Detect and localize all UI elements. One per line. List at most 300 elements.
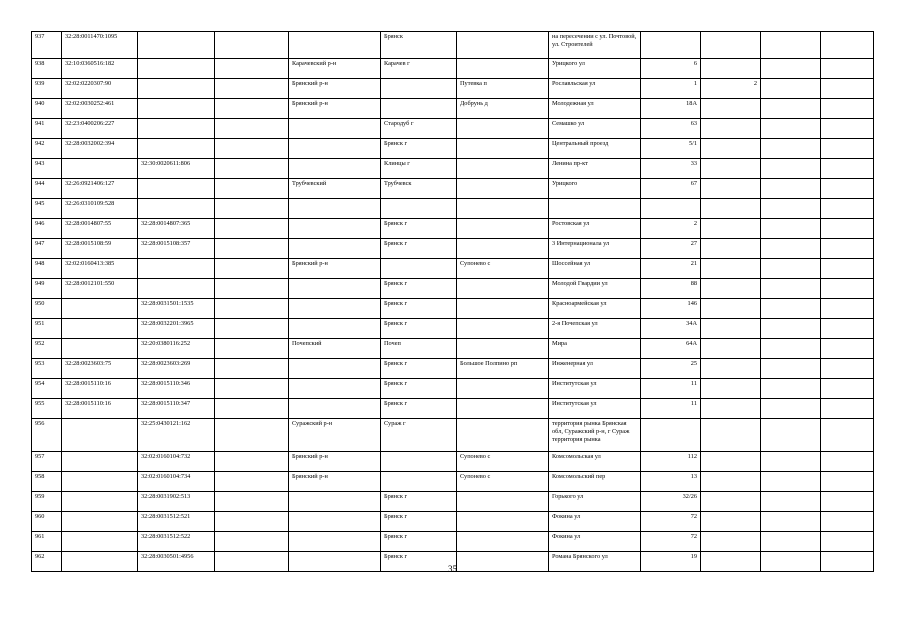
cadastral-number-cell: 32:10:0360516:182 <box>62 59 138 79</box>
settlement-cell <box>457 59 549 79</box>
settlement-cell: Супонево с <box>457 472 549 492</box>
city-cell: Брянск г <box>381 399 457 419</box>
city-cell: Брянск г <box>381 139 457 159</box>
cadastral-number-2-cell: 32:25:0430121:162 <box>138 419 215 452</box>
extra-cell <box>215 199 289 219</box>
extra-cell <box>215 139 289 159</box>
cadastral-number-2-cell <box>138 179 215 199</box>
row-number-cell: 937 <box>32 32 62 59</box>
settlement-cell <box>457 219 549 239</box>
cadastral-number-2-cell: 32:02:0160104:734 <box>138 472 215 492</box>
house-cell <box>641 199 701 219</box>
extra-cell-2 <box>701 512 761 532</box>
house-cell: 72 <box>641 512 701 532</box>
street-cell: Комсомольская ул <box>549 452 641 472</box>
extra-cell <box>215 59 289 79</box>
extra-cell-3 <box>761 472 821 492</box>
extra-cell-2 <box>701 139 761 159</box>
row-number-cell: 946 <box>32 219 62 239</box>
cadastral-number-cell: 32:28:0015108:59 <box>62 239 138 259</box>
extra-cell-2 <box>701 492 761 512</box>
settlement-cell <box>457 532 549 552</box>
extra-cell-3 <box>761 492 821 512</box>
registry-table <box>31 31 874 572</box>
house-cell: 32/26 <box>641 492 701 512</box>
extra-cell <box>215 219 289 239</box>
cadastral-number-cell: 32:28:0023603:75 <box>62 359 138 379</box>
house-cell: 11 <box>641 379 701 399</box>
row-number-cell: 945 <box>32 199 62 219</box>
row-number-cell: 938 <box>32 59 62 79</box>
row-number-cell: 956 <box>32 419 62 452</box>
cadastral-number-2-cell: 32:28:0030501:4956 <box>138 552 215 572</box>
registry-table-body <box>32 32 874 572</box>
city-cell: Брянск г <box>381 552 457 572</box>
settlement-cell <box>457 319 549 339</box>
city-cell: Карачев г <box>381 59 457 79</box>
extra-cell-4 <box>821 399 874 419</box>
house-cell: 21 <box>641 259 701 279</box>
row-number-cell: 958 <box>32 472 62 492</box>
cadastral-number-cell <box>62 472 138 492</box>
table-row <box>32 79 874 99</box>
street-cell: Фокина ул <box>549 532 641 552</box>
cadastral-number-cell <box>62 492 138 512</box>
district-cell: Брянский р-н <box>289 79 381 99</box>
settlement-cell: Большое Полпино рп <box>457 359 549 379</box>
district-cell: Брянский р-н <box>289 472 381 492</box>
cadastral-number-cell: 32:28:0032002:394 <box>62 139 138 159</box>
row-number-cell: 951 <box>32 319 62 339</box>
extra-cell-4 <box>821 472 874 492</box>
extra-cell-2 <box>701 159 761 179</box>
settlement-cell <box>457 419 549 452</box>
row-number-cell: 940 <box>32 99 62 119</box>
row-number-cell: 949 <box>32 279 62 299</box>
house-cell: 11 <box>641 399 701 419</box>
house-cell <box>641 32 701 59</box>
cadastral-number-cell <box>62 339 138 359</box>
city-cell: Брянск г <box>381 359 457 379</box>
extra-cell <box>215 159 289 179</box>
extra-cell-2 <box>701 199 761 219</box>
cadastral-number-2-cell: 32:28:0014807:365 <box>138 219 215 239</box>
extra-cell <box>215 532 289 552</box>
settlement-cell <box>457 512 549 532</box>
extra-cell-3 <box>761 299 821 319</box>
settlement-cell: Добрунь д <box>457 99 549 119</box>
extra-cell-2 <box>701 239 761 259</box>
street-cell: Рославльская ул <box>549 79 641 99</box>
house-cell: 63 <box>641 119 701 139</box>
extra-cell <box>215 512 289 532</box>
settlement-cell <box>457 279 549 299</box>
cadastral-number-2-cell: 32:28:0032201:3965 <box>138 319 215 339</box>
table-row <box>32 279 874 299</box>
city-cell: Брянск г <box>381 219 457 239</box>
district-cell <box>289 299 381 319</box>
extra-cell-2 <box>701 419 761 452</box>
table-row <box>32 99 874 119</box>
city-cell: Стародуб г <box>381 119 457 139</box>
row-number-cell: 948 <box>32 259 62 279</box>
house-cell: 34А <box>641 319 701 339</box>
extra-cell-3 <box>761 199 821 219</box>
table-row <box>32 259 874 279</box>
extra-cell-3 <box>761 239 821 259</box>
extra-cell-4 <box>821 419 874 452</box>
row-number-cell: 952 <box>32 339 62 359</box>
district-cell: Трубчевский <box>289 179 381 199</box>
extra-cell-4 <box>821 199 874 219</box>
city-cell: Сураж г <box>381 419 457 452</box>
city-cell: Брянск г <box>381 492 457 512</box>
extra-cell-2 <box>701 379 761 399</box>
row-number-cell: 961 <box>32 532 62 552</box>
extra-cell-2 <box>701 32 761 59</box>
district-cell <box>289 279 381 299</box>
cadastral-number-2-cell: 32:28:0023603:269 <box>138 359 215 379</box>
extra-cell-3 <box>761 59 821 79</box>
district-cell: Карачевский р-н <box>289 59 381 79</box>
city-cell: Брянск г <box>381 299 457 319</box>
street-cell: Романа Брянского ул <box>549 552 641 572</box>
extra-cell-3 <box>761 139 821 159</box>
extra-cell-3 <box>761 339 821 359</box>
district-cell <box>289 139 381 159</box>
settlement-cell <box>457 119 549 139</box>
extra-cell-3 <box>761 219 821 239</box>
cadastral-number-2-cell: 32:28:0015110:346 <box>138 379 215 399</box>
house-cell: 64А <box>641 339 701 359</box>
extra-cell-4 <box>821 139 874 159</box>
settlement-cell <box>457 159 549 179</box>
row-number-cell: 960 <box>32 512 62 532</box>
cadastral-number-cell: 32:23:0400206:227 <box>62 119 138 139</box>
house-cell: 33 <box>641 159 701 179</box>
extra-cell-2 <box>701 339 761 359</box>
street-cell: Молодой Гвардии ул <box>549 279 641 299</box>
extra-cell-3 <box>761 279 821 299</box>
extra-cell <box>215 319 289 339</box>
extra-cell-2: 2 <box>701 79 761 99</box>
extra-cell <box>215 359 289 379</box>
table-row <box>32 299 874 319</box>
extra-cell-4 <box>821 179 874 199</box>
cadastral-number-2-cell <box>138 59 215 79</box>
house-cell: 88 <box>641 279 701 299</box>
district-cell <box>289 399 381 419</box>
district-cell: Суражский р-н <box>289 419 381 452</box>
table-row <box>32 339 874 359</box>
street-cell: Урицкого ул <box>549 59 641 79</box>
street-cell: Семашко ул <box>549 119 641 139</box>
row-number-cell: 944 <box>32 179 62 199</box>
street-cell: Красноармейская ул <box>549 299 641 319</box>
settlement-cell: Путевка п <box>457 79 549 99</box>
cadastral-number-2-cell <box>138 139 215 159</box>
row-number-cell: 954 <box>32 379 62 399</box>
extra-cell <box>215 99 289 119</box>
row-number-cell: 942 <box>32 139 62 159</box>
extra-cell-4 <box>821 452 874 472</box>
cadastral-number-2-cell: 32:28:0015108:357 <box>138 239 215 259</box>
district-cell <box>289 359 381 379</box>
table-row <box>32 419 874 452</box>
settlement-cell <box>457 139 549 159</box>
table-row <box>32 492 874 512</box>
house-cell: 13 <box>641 472 701 492</box>
settlement-cell <box>457 299 549 319</box>
extra-cell-4 <box>821 239 874 259</box>
city-cell: Брянск <box>381 32 457 59</box>
city-cell: Брянск г <box>381 319 457 339</box>
street-cell: Институтская ул <box>549 379 641 399</box>
district-cell: Брянский р-н <box>289 259 381 279</box>
district-cell <box>289 199 381 219</box>
table-row <box>32 159 874 179</box>
cadastral-number-2-cell <box>138 32 215 59</box>
table-row <box>32 472 874 492</box>
extra-cell-2 <box>701 319 761 339</box>
district-cell <box>289 512 381 532</box>
extra-cell-3 <box>761 359 821 379</box>
district-cell <box>289 159 381 179</box>
extra-cell-3 <box>761 452 821 472</box>
settlement-cell <box>457 179 549 199</box>
extra-cell-2 <box>701 399 761 419</box>
cadastral-number-cell: 32:02:0160413:385 <box>62 259 138 279</box>
street-cell: Центральный проезд <box>549 139 641 159</box>
cadastral-number-2-cell <box>138 99 215 119</box>
street-cell: 2-я Почепская ул <box>549 319 641 339</box>
city-cell: Брянск г <box>381 532 457 552</box>
cadastral-number-2-cell <box>138 259 215 279</box>
extra-cell <box>215 452 289 472</box>
table-row <box>32 119 874 139</box>
city-cell: Почеп <box>381 339 457 359</box>
street-cell: Комсомольский пер <box>549 472 641 492</box>
table-row <box>32 359 874 379</box>
city-cell <box>381 79 457 99</box>
cadastral-number-2-cell <box>138 279 215 299</box>
house-cell: 72 <box>641 532 701 552</box>
city-cell <box>381 99 457 119</box>
settlement-cell <box>457 399 549 419</box>
table-row <box>32 179 874 199</box>
extra-cell-4 <box>821 279 874 299</box>
extra-cell-3 <box>761 119 821 139</box>
cadastral-number-cell: 32:26:0921406:127 <box>62 179 138 199</box>
extra-cell-2 <box>701 59 761 79</box>
street-cell: Ленина пр-кт <box>549 159 641 179</box>
extra-cell-3 <box>761 259 821 279</box>
street-cell: на пересечении с ул. Почтовой, ул. Строителей <box>549 32 641 59</box>
extra-cell-4 <box>821 59 874 79</box>
extra-cell-4 <box>821 319 874 339</box>
table-row <box>32 512 874 532</box>
extra-cell-4 <box>821 159 874 179</box>
extra-cell-2 <box>701 119 761 139</box>
extra-cell-3 <box>761 79 821 99</box>
house-cell: 25 <box>641 359 701 379</box>
street-cell: Ростовская ул <box>549 219 641 239</box>
street-cell: Горького ул <box>549 492 641 512</box>
street-cell: 3 Интернационала ул <box>549 239 641 259</box>
city-cell <box>381 452 457 472</box>
district-cell: Брянский р-н <box>289 452 381 472</box>
district-cell <box>289 492 381 512</box>
settlement-cell <box>457 239 549 259</box>
house-cell: 112 <box>641 452 701 472</box>
extra-cell-2 <box>701 532 761 552</box>
settlement-cell: Супонево с <box>457 259 549 279</box>
table-row <box>32 399 874 419</box>
cadastral-number-2-cell <box>138 199 215 219</box>
row-number-cell: 941 <box>32 119 62 139</box>
street-cell: Молодежная ул <box>549 99 641 119</box>
extra-cell <box>215 79 289 99</box>
row-number-cell: 939 <box>32 79 62 99</box>
extra-cell <box>215 179 289 199</box>
cadastral-number-cell: 32:02:0220307:90 <box>62 79 138 99</box>
extra-cell-4 <box>821 79 874 99</box>
settlement-cell <box>457 32 549 59</box>
district-cell <box>289 32 381 59</box>
extra-cell-3 <box>761 319 821 339</box>
extra-cell <box>215 239 289 259</box>
district-cell: Почепский <box>289 339 381 359</box>
extra-cell <box>215 279 289 299</box>
extra-cell-3 <box>761 419 821 452</box>
extra-cell-4 <box>821 532 874 552</box>
cadastral-number-cell: 32:02:0030252:461 <box>62 99 138 119</box>
extra-cell-2 <box>701 179 761 199</box>
extra-cell-2 <box>701 452 761 472</box>
table-row <box>32 59 874 79</box>
extra-cell-3 <box>761 379 821 399</box>
table-row <box>32 32 874 59</box>
table-row <box>32 239 874 259</box>
extra-cell-4 <box>821 512 874 532</box>
street-cell: Урицкого <box>549 179 641 199</box>
district-cell <box>289 379 381 399</box>
cadastral-number-cell <box>62 512 138 532</box>
row-number-cell: 953 <box>32 359 62 379</box>
extra-cell <box>215 492 289 512</box>
cadastral-number-2-cell: 32:28:0031512:522 <box>138 532 215 552</box>
cadastral-number-cell: 32:28:0015110:16 <box>62 379 138 399</box>
cadastral-number-cell <box>62 452 138 472</box>
row-number-cell: 950 <box>32 299 62 319</box>
house-cell: 5/1 <box>641 139 701 159</box>
extra-cell-4 <box>821 99 874 119</box>
street-cell: Институтская ул <box>549 399 641 419</box>
cadastral-number-cell <box>62 159 138 179</box>
extra-cell-4 <box>821 299 874 319</box>
table-row <box>32 219 874 239</box>
district-cell <box>289 319 381 339</box>
district-cell <box>289 532 381 552</box>
city-cell: Брянск г <box>381 379 457 399</box>
extra-cell-4 <box>821 359 874 379</box>
extra-cell-3 <box>761 179 821 199</box>
house-cell: 67 <box>641 179 701 199</box>
city-cell: Трубчевск <box>381 179 457 199</box>
house-cell: 2 <box>641 219 701 239</box>
city-cell <box>381 259 457 279</box>
house-cell: 1 <box>641 79 701 99</box>
extra-cell <box>215 119 289 139</box>
extra-cell-3 <box>761 99 821 119</box>
street-cell <box>549 199 641 219</box>
row-number-cell: 955 <box>32 399 62 419</box>
extra-cell-2 <box>701 359 761 379</box>
city-cell: Брянск г <box>381 239 457 259</box>
extra-cell-4 <box>821 379 874 399</box>
table-row <box>32 379 874 399</box>
house-cell: 6 <box>641 59 701 79</box>
extra-cell <box>215 472 289 492</box>
row-number-cell: 959 <box>32 492 62 512</box>
extra-cell-4 <box>821 219 874 239</box>
settlement-cell <box>457 339 549 359</box>
cadastral-number-cell: 32:26:0310109:528 <box>62 199 138 219</box>
extra-cell-2 <box>701 279 761 299</box>
cadastral-number-2-cell: 32:28:0031501:1535 <box>138 299 215 319</box>
street-cell: Шоссейная ул <box>549 259 641 279</box>
extra-cell-2 <box>701 299 761 319</box>
cadastral-number-2-cell <box>138 119 215 139</box>
extra-cell-4 <box>821 259 874 279</box>
settlement-cell <box>457 492 549 512</box>
street-cell: территория рынка Брянская обл, Суражский р-н, г Сураж территория рынка <box>549 419 641 452</box>
cadastral-number-cell <box>62 319 138 339</box>
cadastral-number-cell: 32:28:0015110:16 <box>62 399 138 419</box>
row-number-cell: 957 <box>32 452 62 472</box>
cadastral-number-2-cell: 32:30:0020611:806 <box>138 159 215 179</box>
extra-cell-3 <box>761 159 821 179</box>
city-cell <box>381 199 457 219</box>
city-cell: Брянск г <box>381 279 457 299</box>
extra-cell-3 <box>761 32 821 59</box>
extra-cell <box>215 399 289 419</box>
street-cell: Мира <box>549 339 641 359</box>
extra-cell-3 <box>761 512 821 532</box>
extra-cell <box>215 419 289 452</box>
table-row <box>32 452 874 472</box>
cadastral-number-2-cell: 32:02:0160104:732 <box>138 452 215 472</box>
settlement-cell <box>457 379 549 399</box>
extra-cell-2 <box>701 219 761 239</box>
table-row <box>32 319 874 339</box>
city-cell <box>381 472 457 492</box>
cadastral-number-2-cell: 32:28:0015110:347 <box>138 399 215 419</box>
extra-cell-3 <box>761 399 821 419</box>
row-number-cell: 943 <box>32 159 62 179</box>
page-number: 35 <box>448 564 457 574</box>
extra-cell <box>215 32 289 59</box>
extra-cell-2 <box>701 259 761 279</box>
extra-cell-4 <box>821 32 874 59</box>
cadastral-number-2-cell: 32:28:0031512:521 <box>138 512 215 532</box>
extra-cell-4 <box>821 119 874 139</box>
cadastral-number-2-cell <box>138 79 215 99</box>
city-cell: Клинцы г <box>381 159 457 179</box>
extra-cell-3 <box>761 532 821 552</box>
settlement-cell <box>457 199 549 219</box>
street-cell: Инженерная ул <box>549 359 641 379</box>
